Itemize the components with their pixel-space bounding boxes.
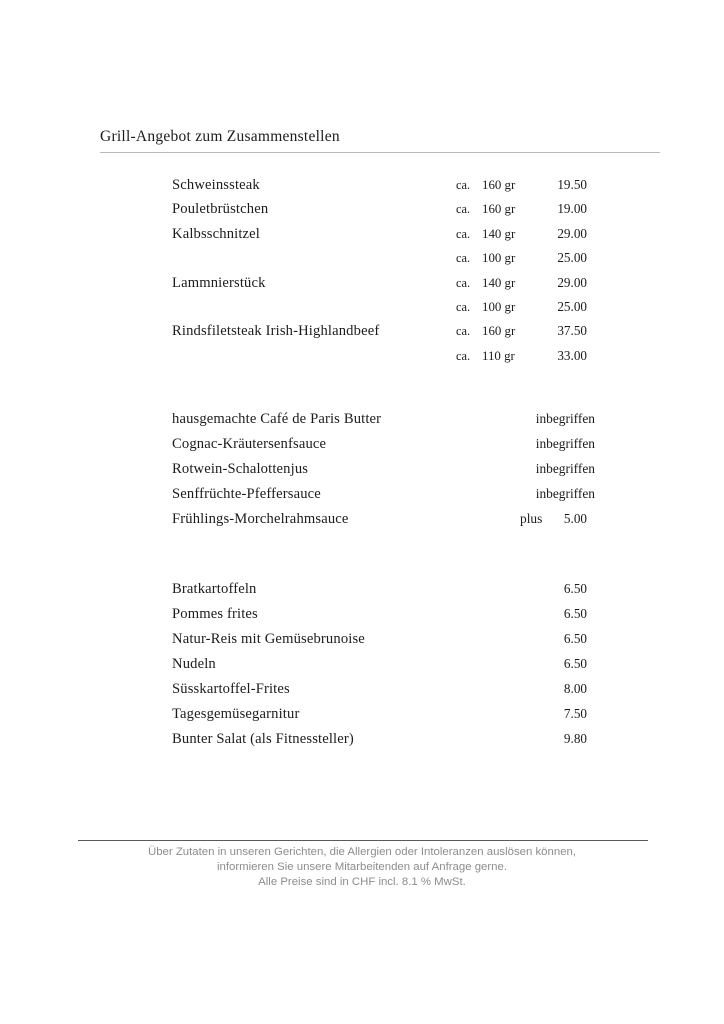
menu-item-weight: 160 gr (482, 202, 516, 217)
menu-item-price: 7.50 (563, 706, 587, 721)
section-header (100, 128, 660, 146)
menu-item-price: 5.00 (563, 511, 587, 526)
menu-item-row (172, 511, 597, 536)
footer-line-1: Über Zutaten in unseren Gerichten, die Allergien oder Intoleranzen auslösen können, (147, 846, 577, 858)
menu-item-name: Pouletbrüstchen (172, 201, 269, 218)
menu-item-row (172, 323, 597, 347)
menu-item-approx: ca. (456, 324, 471, 339)
menu-item-weight: 140 gr (482, 275, 516, 290)
menu-item-weight: 110 gr (482, 348, 515, 363)
menu-item-row (172, 706, 597, 731)
menu-item-weight: 160 gr (482, 324, 516, 339)
menu-item-approx: ca. (456, 178, 471, 192)
menu-item-name: Süsskartoffel-Frites (172, 681, 290, 697)
menu-item-row (172, 731, 597, 756)
menu-item-price: 29.00 (557, 274, 587, 290)
menu-item-approx: ca. (456, 348, 471, 363)
side-dish-list (172, 581, 597, 756)
grill-meat-list (172, 177, 597, 372)
menu-item-name: Rotwein-Schalottenjus (172, 461, 309, 477)
menu-item-row (172, 226, 597, 250)
footer-note (62, 845, 662, 891)
menu-item-row (172, 461, 597, 486)
menu-item-row (172, 250, 597, 274)
menu-item-row (172, 201, 597, 225)
menu-item-price: 6.50 (563, 606, 587, 621)
menu-item-price: 8.00 (563, 681, 587, 696)
sauce-list (172, 411, 597, 536)
menu-item-weight: 140 gr (482, 226, 516, 241)
menu-item-name: hausgemachte Café de Paris Butter (172, 411, 382, 427)
menu-item-weight: 100 gr (482, 251, 516, 266)
menu-item-row (172, 275, 597, 299)
menu-item-row (172, 486, 597, 511)
menu-item-row (172, 299, 597, 323)
footer-divider (78, 840, 648, 841)
menu-item-name: Frühlings-Morchelrahmsauce (172, 511, 349, 527)
menu-item-name: Bunter Salat (als Fitnessteller) (172, 731, 354, 747)
menu-item-price: 33.00 (557, 347, 587, 363)
menu-item-price: 37.50 (557, 323, 587, 339)
menu-item-approx: ca. (456, 275, 471, 290)
footer-line-2: informieren Sie unsere Mitarbeitenden auf Anfrage gerne. (216, 861, 507, 874)
menu-item-name: Bratkartoffeln (172, 581, 257, 597)
menu-item-name: Cognac-Kräutersenfsauce (172, 436, 327, 452)
menu-item-included: inbegriffen (535, 461, 595, 476)
menu-item-row (172, 436, 597, 461)
menu-item-name: Senffrüchte-Pfeffersauce (172, 486, 321, 502)
menu-item-name: Schweinssteak (172, 177, 260, 193)
menu-item-surcharge-label: plus (520, 511, 543, 526)
menu-item-row (172, 656, 597, 681)
menu-item-name: Lammnierstück (172, 274, 266, 291)
menu-item-row (172, 681, 597, 706)
menu-item-price: 6.50 (563, 656, 587, 671)
menu-item-name: Natur-Reis mit Gemüsebrunoise (172, 631, 365, 647)
menu-item-price: 19.50 (557, 177, 587, 192)
menu-item-price: 6.50 (563, 581, 587, 596)
menu-item-approx: ca. (456, 226, 471, 241)
menu-item-row (172, 177, 597, 201)
menu-item-price: 25.00 (557, 250, 587, 266)
menu-item-price: 29.00 (557, 225, 587, 241)
menu-item-name: Rindsfiletsteak Irish-Highlandbeef (172, 323, 380, 340)
menu-item-name: Kalbsschnitzel (172, 225, 261, 242)
menu-item-name: Tagesgemüsegarnitur (172, 706, 300, 722)
menu-item-weight: 100 gr (482, 299, 516, 314)
menu-item-price: 9.80 (563, 731, 587, 746)
menu-item-row (172, 348, 597, 372)
menu-item-price: 19.00 (557, 201, 587, 217)
menu-item-included: inbegriffen (535, 486, 595, 501)
menu-item-price: 6.50 (563, 631, 587, 646)
menu-item-included: inbegriffen (535, 436, 595, 451)
menu-item-row (172, 411, 597, 436)
menu-item-included: inbegriffen (535, 411, 595, 426)
menu-item-weight: 160 gr (482, 178, 516, 192)
menu-item-name: Nudeln (172, 656, 216, 672)
page-title: Grill-Angebot zum Zusammenstellen (100, 128, 340, 145)
menu-item-row (172, 606, 597, 631)
menu-item-approx: ca. (456, 202, 471, 217)
menu-item-approx: ca. (456, 299, 471, 314)
menu-item-approx: ca. (456, 251, 471, 266)
menu-item-row (172, 581, 597, 606)
menu-item-row (172, 631, 597, 656)
header-divider (100, 152, 660, 153)
menu-item-price: 25.00 (557, 298, 587, 314)
menu-item-name: Pommes frites (172, 606, 258, 622)
footer-line-3: Alle Preise sind in CHF incl. 8.1 % MwSt. (258, 876, 466, 889)
